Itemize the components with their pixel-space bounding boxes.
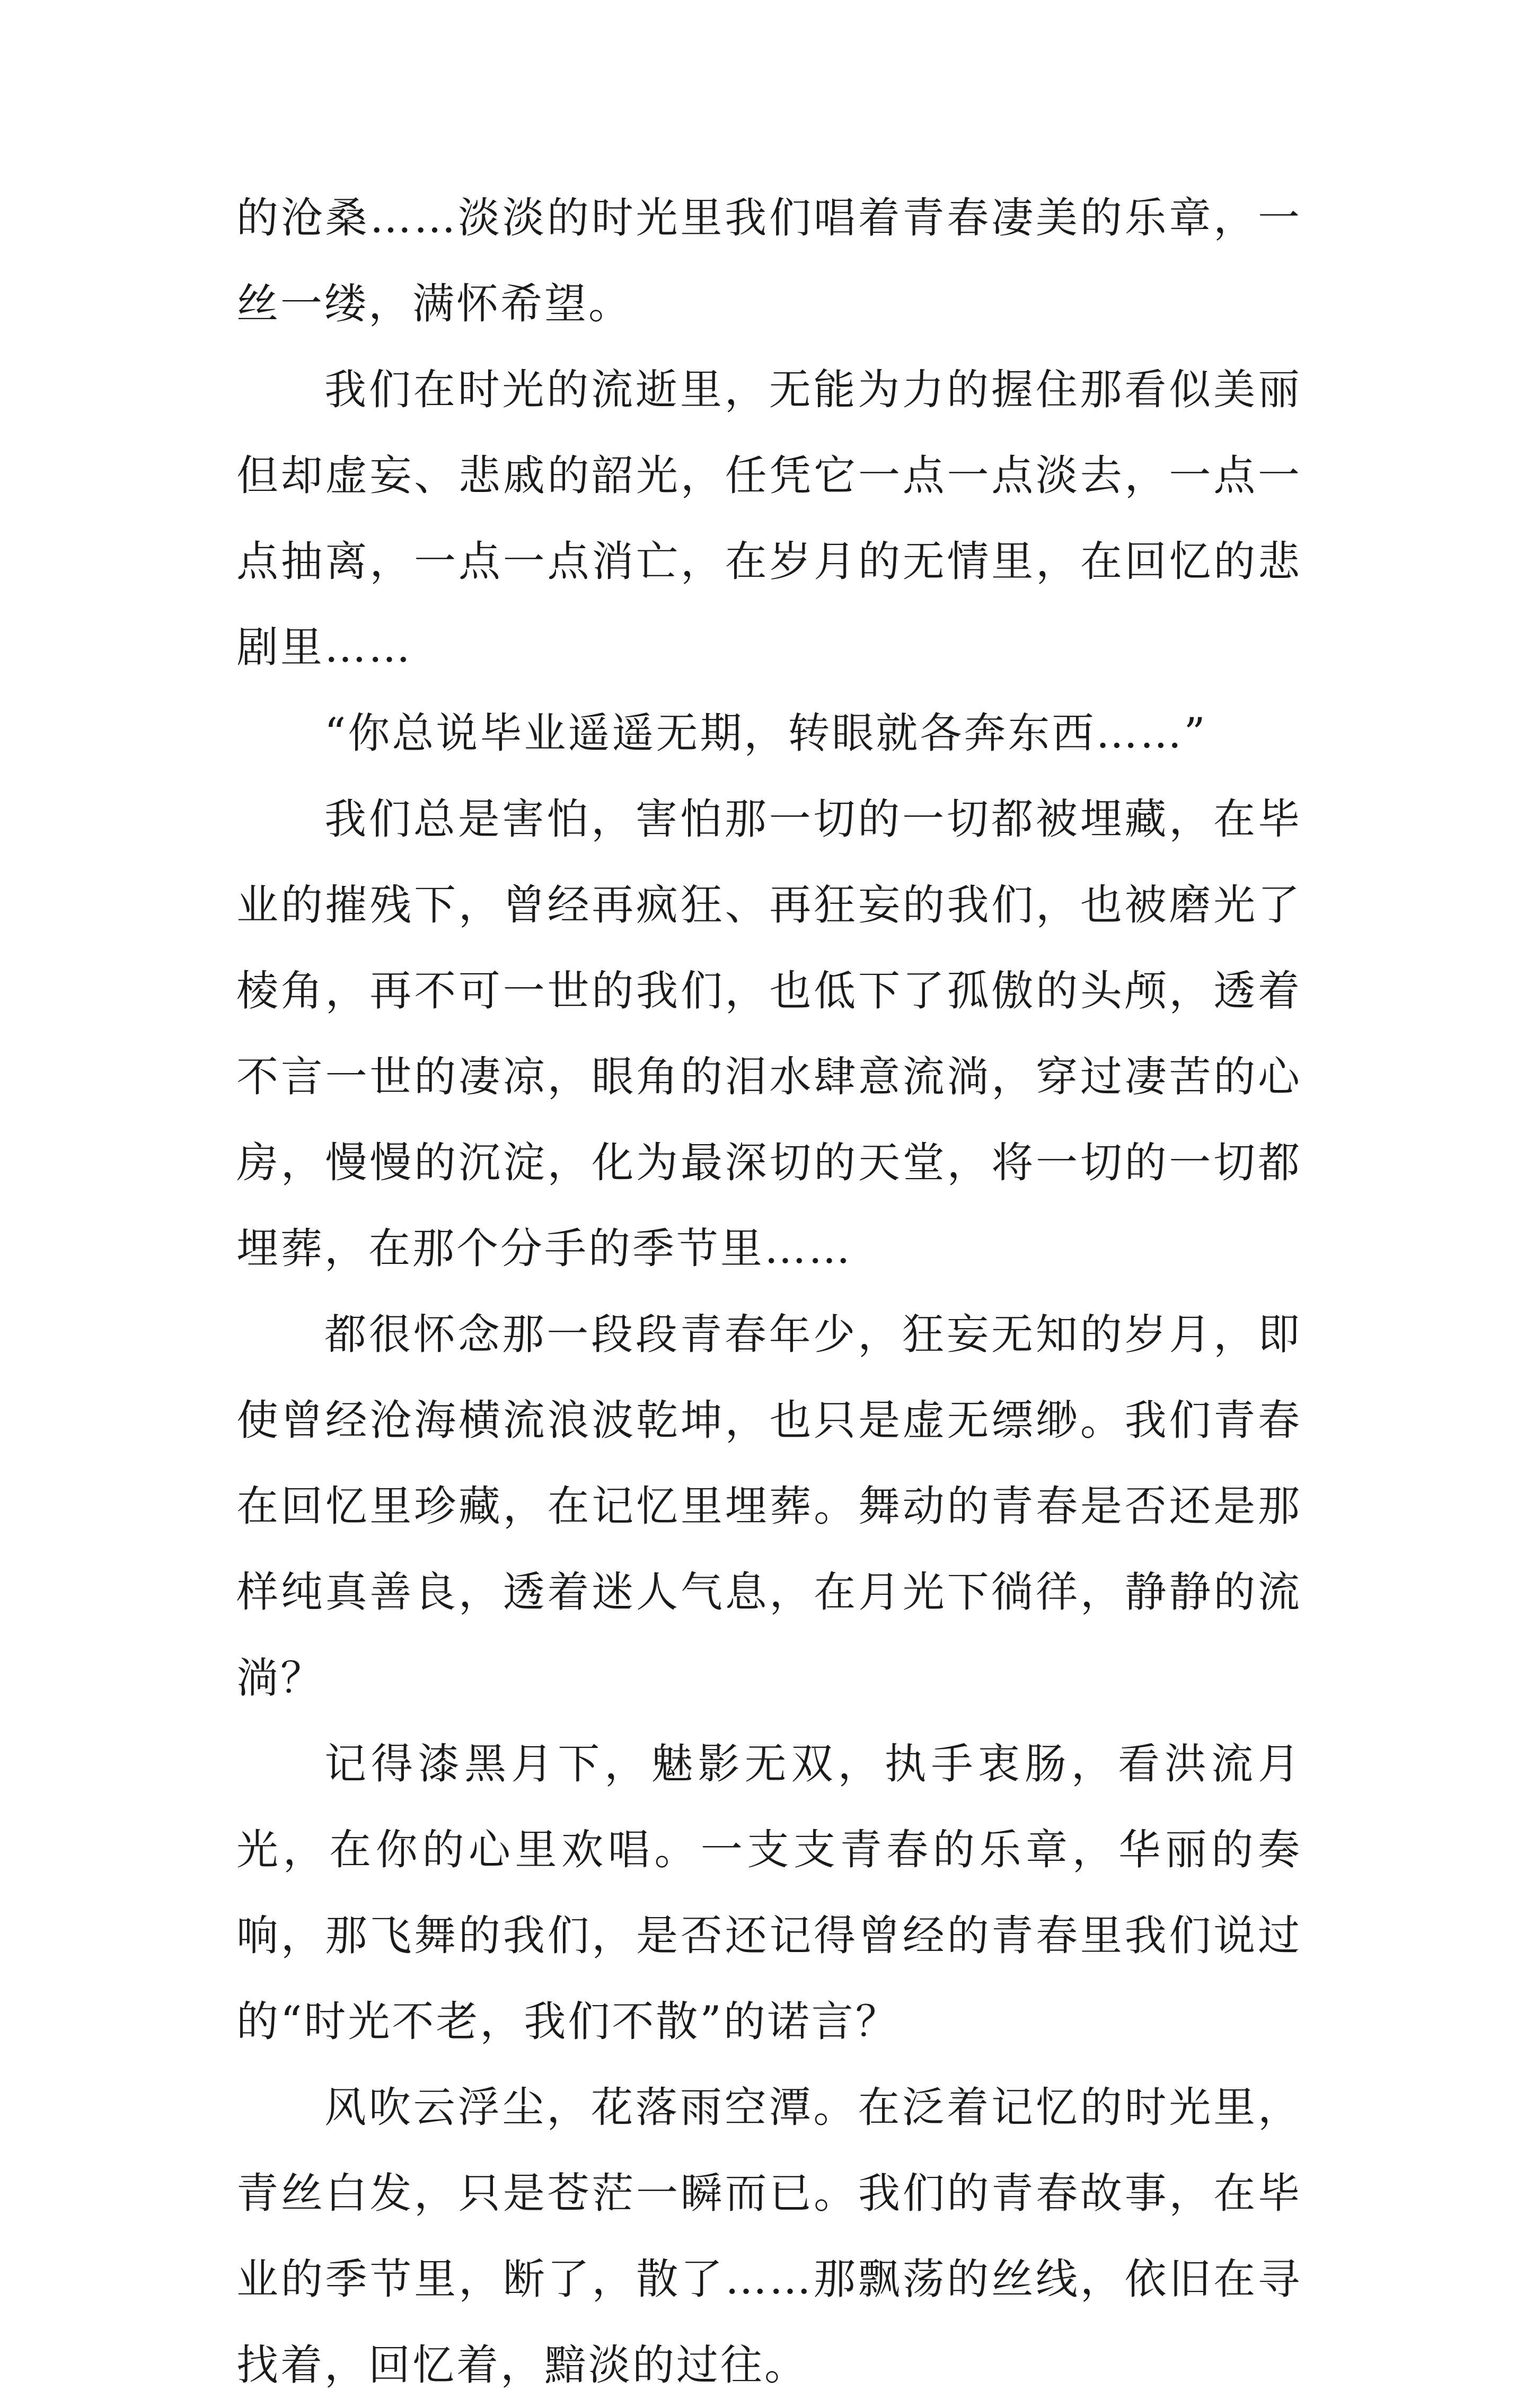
paragraph-4: 我们总是害怕，害怕那一切的一切都被埋藏，在毕业的摧残下，曾经再疯狂、再狂妄的我们，也被磨光了棱角，再不可一世的我们，也低下了孤傲的头颅，透着不言一世的凄凉，眼角的泪水肆意流淌，穿过凄苦的心房，慢慢的沉淀，化为最深切的天堂，将一切的一切都埋葬，在那个分手的季节里…… [236,795,1302,1273]
document-body [236,175,1302,2408]
paragraph-5: 都很怀念那一段段青春年少，狂妄无知的岁月，即使曾经沧海横流浪波乾坤，也只是虚无缥缈。我们青春在回忆里珍藏，在记忆里埋葬。舞动的青春是否还是那样纯真善良，透着迷人气息，在月光下徜徉，静静的流淌？ [236,1310,1302,1702]
paragraph-6: 记得漆黑月下，魅影无双，执手衷肠，看洪流月光，在你的心里欢唱。一支支青春的乐章，华丽的奏响，那飞舞的我们，是否还记得曾经的青春里我们说过的“时光不老，我们不散”的诺言？ [236,1739,1302,2046]
paragraph-2: 我们在时光的流逝里，无能为力的握住那看似美丽但却虚妄、悲戚的韶光，任凭它一点一点淡去，一点一点抽离，一点一点消亡，在岁月的无情里，在回忆的悲剧里…… [236,365,1302,672]
paragraph-3: “你总说毕业遥遥无期，转眼就各奔东西……” [324,709,1207,758]
paragraph-7: 风吹云浮尘，花落雨空潭。在泛着记忆的时光里，青丝白发，只是苍茫一瞬而已。我们的青春故事，在毕业的季节里，断了，散了……那飘荡的丝线，依旧在寻找着，回忆着，黯淡的过往。 [236,2083,1302,2389]
paragraph-1: 的沧桑……淡淡的时光里我们唱着青春凄美的乐章，一丝一缕，满怀希望。 [236,194,1302,328]
